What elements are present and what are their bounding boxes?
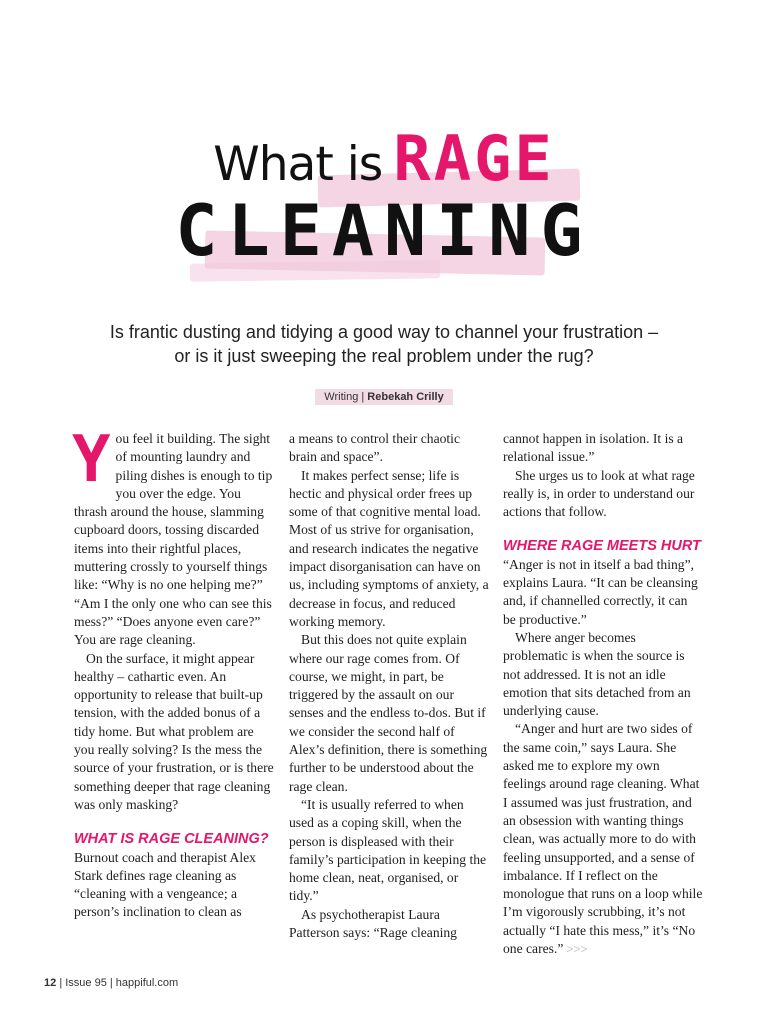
byline-box — [315, 389, 452, 405]
page-number: 12 — [44, 977, 57, 989]
headline-what-is: What is — [213, 137, 383, 192]
headline-rage: RAGE — [393, 122, 555, 195]
article-paragraph: Burnout coach and therapist Alex Stark defines rage cleaning as “cleaning with a vengeance; a person’s inclination to clean as — [74, 849, 256, 920]
article-paragraph: Where anger becomes problematic is when the source is not addressed. It is not an idle emotion that sits detached from an underlying cause. — [503, 629, 691, 719]
article-paragraph: “Anger is not in itself a bad thing”, explains Laura. “It can be cleansing and, if channelled correctly, it can be productive.” — [503, 556, 698, 627]
article-paragraph: cannot happen in isolation. It is a relational issue.” — [503, 431, 684, 465]
article-paragraph: a means to control their chaotic brain and space”. — [289, 431, 460, 465]
headline-line-1 — [0, 122, 768, 195]
article-paragraph: “It is usually referred to when used as a coping skill, when the person is displeased with their family’s participation in keeping the home clean, neat, organised, or tidy.” — [289, 796, 487, 904]
article-paragraph — [503, 720, 703, 958]
paragraph-text: “Anger and hurt are two sides of the same coin,” says Laura. She asked me to explore my own feelings around rage cleaning. What I assumed was just frustration, and an obsession with wanting things clean, was actually more to do with feeling unsupported, and a sense of imbalance. If I reflect on the monologue that runs on a loop while I’m vigorously scrubbing, it’s not actually “I hate this mess,” it’s “No one cares.” — [503, 721, 703, 957]
article-paragraph: On the surface, it might appear healthy – cathartic even. An opportunity to release that built-up tension, with the added bonus of a tidy home. But what problem are you really solving? Is the mess the source of your frustration, or is there something deeper that rage cleaning was only masking? — [74, 650, 274, 812]
article-column-1 — [72, 423, 274, 922]
standfirst: Is frantic dusting and tidying a good way to channel your frustration – or is it just sweeping the real problem under the rug? — [109, 322, 659, 366]
byline — [0, 385, 768, 405]
article-paragraph: But this does not quite explain where our rage comes from. Of course, we might, in part, be triggered by the assault on our senses and the endless to-dos. But if we consider the second half of Alex’s definition, there is something further to be understood about the rage clean. — [289, 632, 488, 794]
drop-cap: Y — [72, 423, 111, 497]
article-paragraph — [72, 423, 274, 650]
page-footer — [44, 977, 178, 989]
article-column-3 — [503, 430, 703, 958]
footer-issue-site: | Issue 95 | happiful.com — [59, 977, 179, 989]
article-paragraph: As psychotherapist Laura Patterson says: “Rage cleaning — [289, 906, 457, 941]
article-column-2 — [289, 430, 489, 942]
section-heading: WHAT IS RAGE CLEANING? — [74, 831, 269, 848]
article-paragraph: It makes perfect sense; life is hectic and physical order frees up some of that cognitive mental load. Most of us strive for organisation, and research indicates the negative impact disorganisation can have on us, including symptoms of anxiety, a decrease in focus, and reduced working memory. — [289, 467, 489, 629]
paragraph-text: ou feel it building. The sight of mounting laundry and piling dishes is enough to tip you over the edge. You thrash around the house, slamming cupboard doors, tossing discarded items into their rightful places, muttering crossly to yourself things like: “Why is no one helping me?” “Am I the only one who can see this mess?” “Does anyone even care?” You are rage cleaning. — [74, 431, 273, 648]
byline-label: Writing | — [324, 391, 365, 403]
byline-author: Rebekah Crilly — [367, 391, 444, 403]
continue-arrows-icon: >>> — [566, 942, 588, 957]
article-paragraph: She urges us to look at what rage really is, in order to understand our actions that follow. — [503, 467, 695, 520]
section-heading: WHERE RAGE MEETS HURT — [503, 538, 701, 555]
headline-cleaning: CLEANING — [175, 190, 593, 272]
